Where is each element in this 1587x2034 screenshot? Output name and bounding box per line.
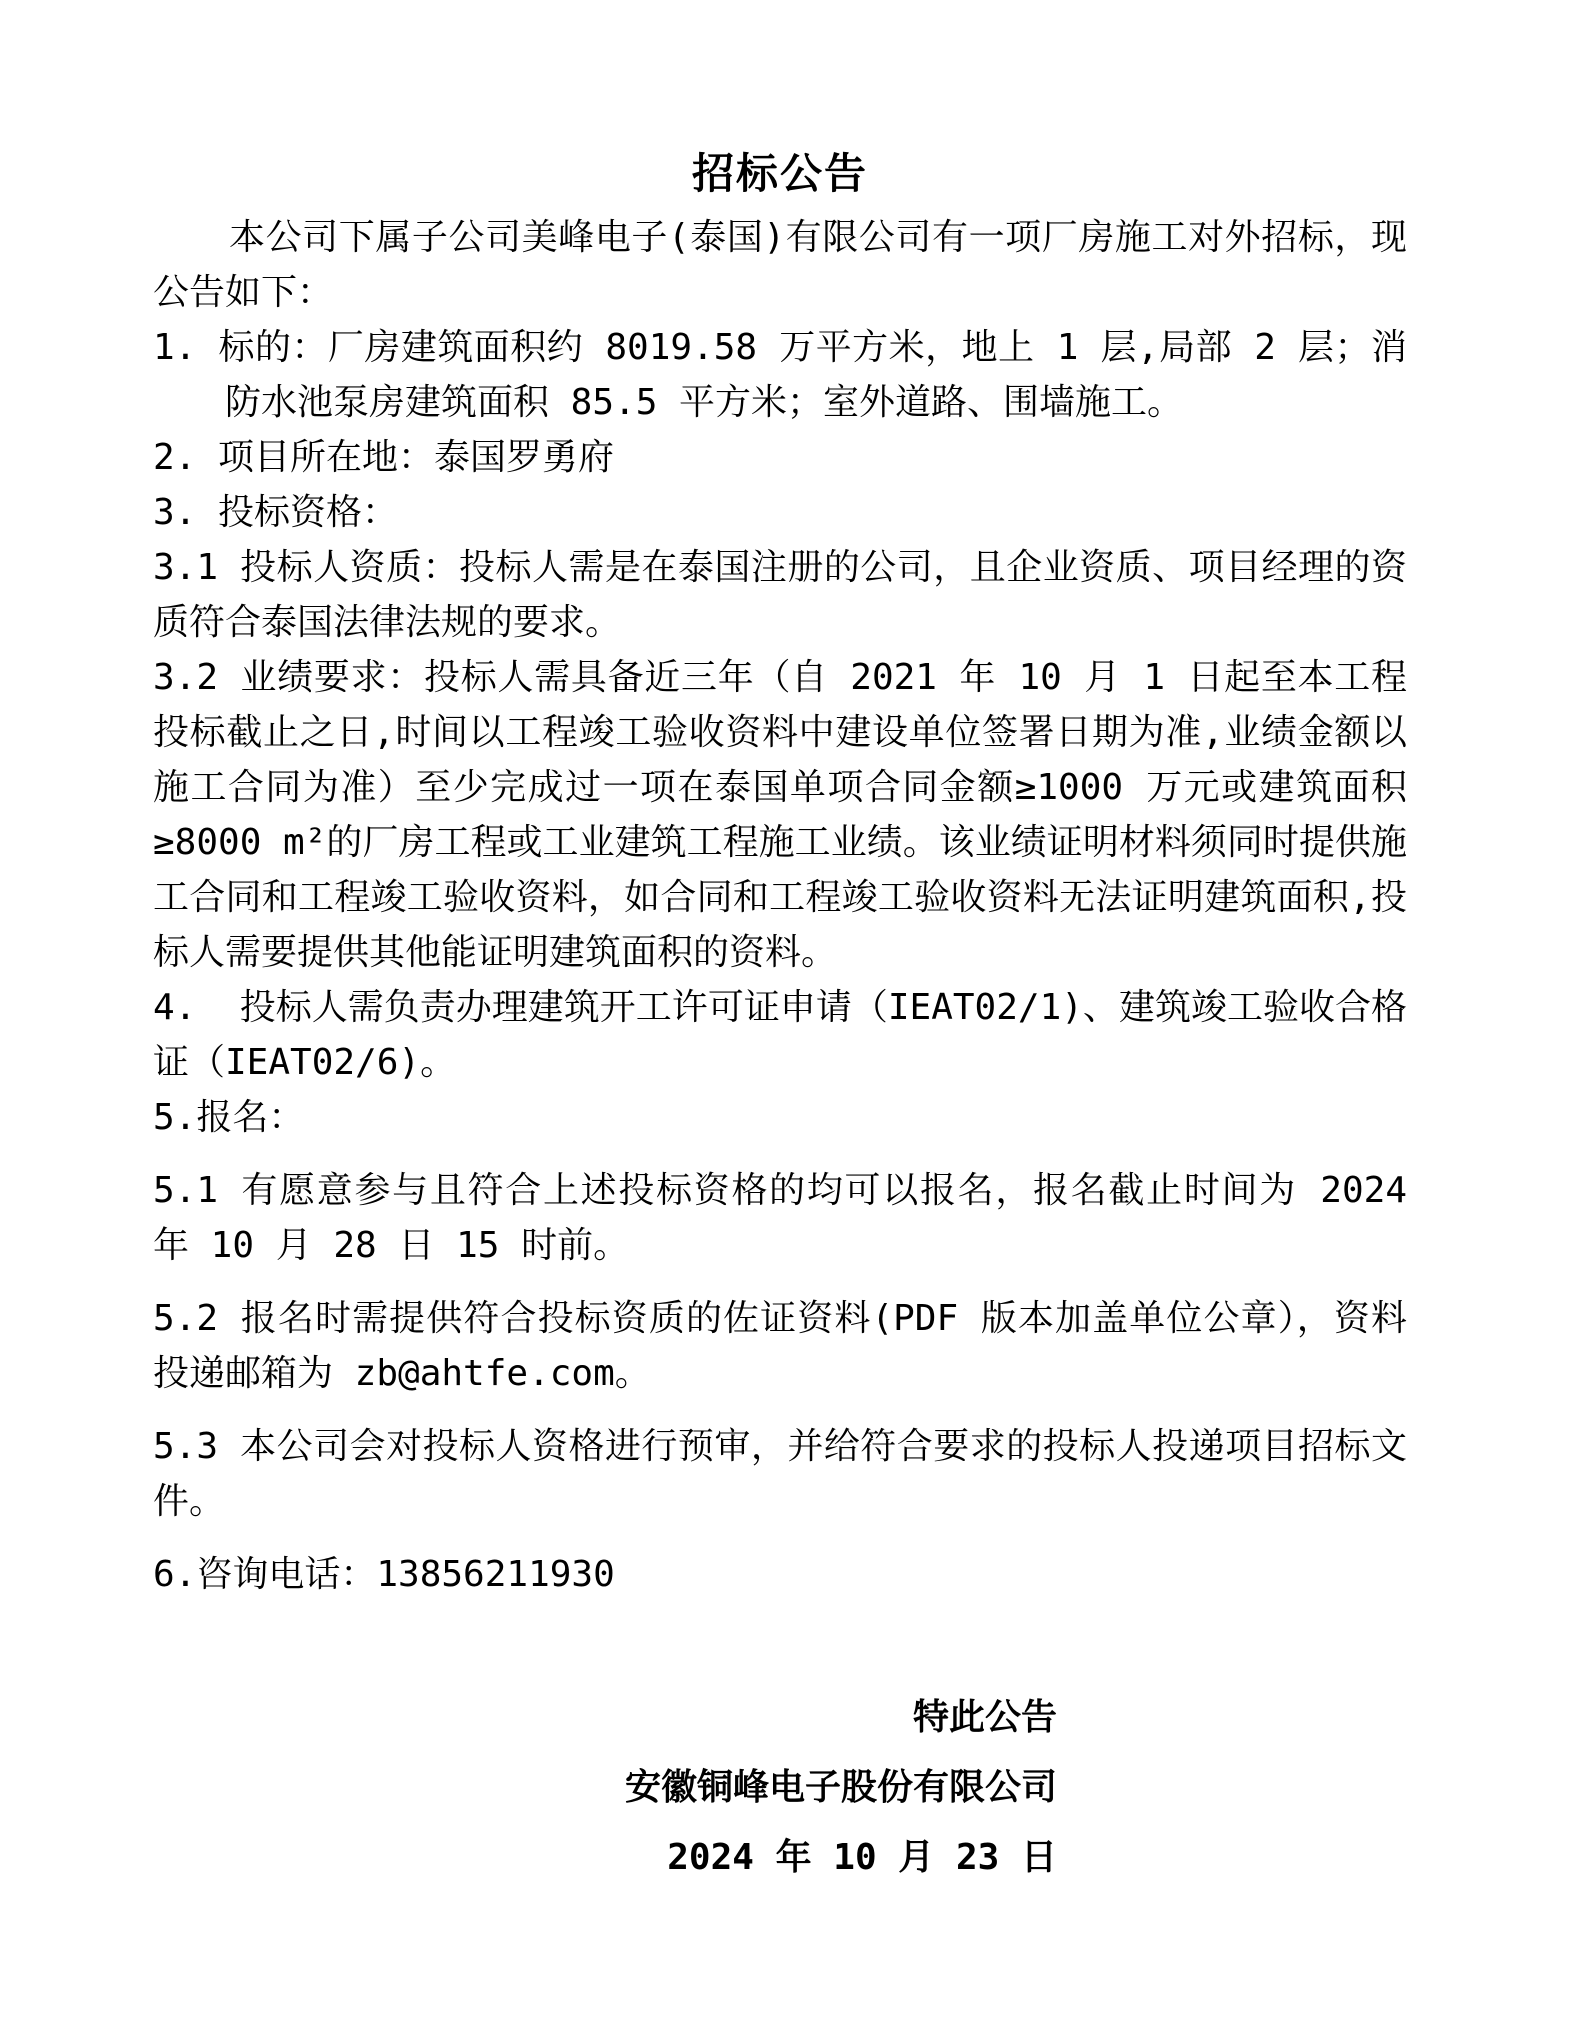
section-5-3-prequalification: 5.3 本公司会对投标人资格进行预审，并给符合要求的投标人投递项目招标文件。 xyxy=(153,1426,1407,1522)
section-1-subject: 1. 标的：厂房建筑面积约 8019.58 万平方米，地上 1 层,局部 2 层；消防水池泵房建筑面积 85.5 平方米；室外道路、围墙施工。 xyxy=(153,327,1407,423)
closing-statement: 特此公告 xyxy=(912,1697,1057,1738)
company-name: 安徽铜峰电子股份有限公司 xyxy=(624,1767,1057,1808)
page-title: 招标公告 xyxy=(691,149,868,198)
section-5-2-registration-materials: 5.2 报名时需提供符合投标资质的佐证资料(PDF 版本加盖单位公章），资料投递邮箱为 zb@ahtfe.com。 xyxy=(153,1298,1407,1394)
section-3-1-bidder-qualification: 3.1 投标人资质：投标人需是在泰国注册的公司，且企业资质、项目经理的资质符合泰国法律法规的要求。 xyxy=(153,547,1407,643)
section-3-2-performance-requirement: 3.2 业绩要求：投标人需具备近三年（自 2021 年 10 月 1 日起至本工程投标截止之日,时间以工程竣工验收资料中建设单位签署日期为准,业绩金额以施工合同为准）至少完成过一项在泰国单项合同金额≥1000 万元或建筑面积≥8000 m²的厂房工程或工业建筑工程施工业绩。该业绩证明材料须同时提供施工合同和工程竣工验收资料，如合同和工程竣工验收资料无法证明建筑面积,投标人需要提供其他能证明建筑面积的资料。 xyxy=(153,657,1407,973)
section-5-1-registration-deadline: 5.1 有愿意参与且符合上述投标资格的均可以报名，报名截止时间为 2024 年 10 月 28 日 15 时前。 xyxy=(153,1170,1407,1266)
section-3-qualification-heading: 3. 投标资格： xyxy=(153,492,399,533)
section-6-contact-phone: 6.咨询电话：13856211930 xyxy=(153,1554,615,1595)
announcement-date: 2024 年 10 月 23 日 xyxy=(667,1837,1057,1878)
section-2-location: 2. 项目所在地：泰国罗勇府 xyxy=(153,437,615,478)
signature-block xyxy=(153,1690,1407,1885)
intro-paragraph: 本公司下属子公司美峰电子(泰国)有限公司有一项厂房施工对外招标，现公告如下： xyxy=(153,217,1407,313)
section-5-registration-heading: 5.报名： xyxy=(153,1097,305,1138)
section-4-permits: 4. 投标人需负责办理建筑开工许可证申请（IEAT02/1)、建筑竣工验收合格证（IEAT02/6)。 xyxy=(153,987,1407,1083)
